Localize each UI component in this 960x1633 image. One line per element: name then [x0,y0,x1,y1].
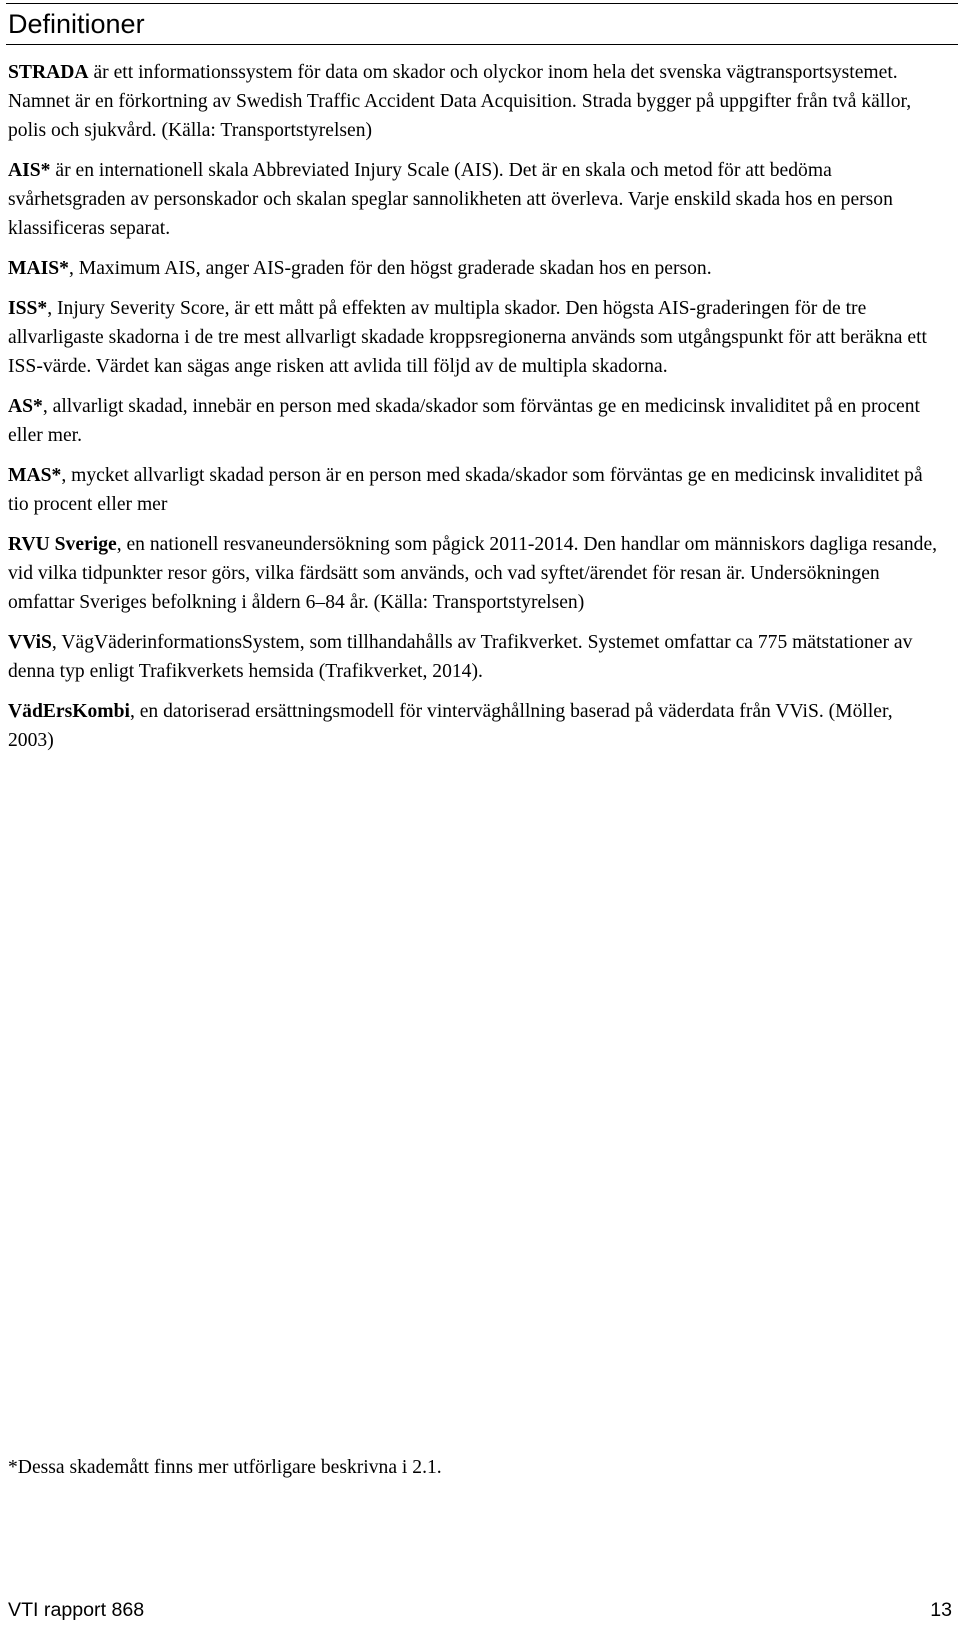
definition-iss [8,294,938,381]
definition-term: VViS [8,632,52,653]
definition-text: , mycket allvarligt skadad person är en person med skada/skador som förväntas ge en medicinsk invaliditet på tio procent eller mer [8,465,923,515]
definition-text: är en internationell skala Abbreviated Injury Scale (AIS). Det är en skala och metod för att bedöma svårhetsgraden av personskador och skalan speglar sannolikheten att överleva. Varje enskild skada hos en person klassificeras separat. [8,160,893,239]
definition-text: , Maximum AIS, anger AIS-graden för den högst graderade skadan hos en person. [68,258,712,279]
definition-term: VädErsKombi [8,701,130,722]
page-footer [8,1596,952,1625]
definition-term: RVU Sverige [8,534,117,555]
definition-term: ISS* [8,298,48,319]
page-number: 13 [930,1599,952,1621]
definition-vvis [8,628,938,686]
definition-as [8,392,938,450]
report-name: VTI rapport 868 [8,1599,145,1621]
definition-term: MAS* [8,465,62,486]
definition-term: AIS* [8,160,51,181]
definition-text: , VägVäderinformationsSystem, som tillhandahålls av Trafikverket. Systemet omfattar ca 775 mätstationer av denna typ enligt Trafikverkets hemsida (Trafikverket, 2014). [8,632,913,682]
definition-text: , en nationell resvaneundersökning som pågick 2011-2014. Den handlar om människors dagliga resande, vid vilka tidpunkter resor görs, vilka färdsätt som används, och vad syftet/ärendet för resan är. Undersökningen omfattar Sveriges befolkning i åldern 6–84 år. (Källa: Transportstyrelsen) [8,534,938,613]
definition-strada [8,58,938,145]
definitions-list [8,58,938,766]
definition-text: , en datoriserad ersättningsmodell för vinterväghållning baserad på väderdata från VViS. (Möller, 2003) [8,701,893,751]
definition-term: AS* [8,396,43,417]
definition-text: , Injury Severity Score, är ett mått på effekten av multipla skador. Den högsta AIS-graderingen för de tre allvarligaste skadorna i de tre mest allvarligt skadade kroppsregionerna används som utgångspunkt för att beräkna ett ISS-värde. Värdet kan sägas ange risken att avlida till följd av de multipla skadorna. [8,298,927,377]
definition-rvu [8,530,938,617]
definition-vaderskombi [8,697,938,755]
definition-text: är ett informationssystem för data om skador och olyckor inom hela det svenska vägtransportsystemet. Namnet är en förkortning av Swedish Traffic Accident Data Acquisition. Strada bygger på uppgifter från två källor, polis och sjukvård. (Källa: Transportstyrelsen) [8,62,912,141]
definition-mas [8,461,938,519]
footnote: *Dessa skademått finns mer utförligare beskrivna i 2.1. [8,1457,442,1478]
definition-term: STRADA [8,62,89,83]
definition-ais [8,156,938,243]
page-title: Definitioner [6,3,958,45]
definition-term: MAIS* [8,258,69,279]
definition-mais [8,254,938,283]
definition-text: , allvarligt skadad, innebär en person med skada/skador som förväntas ge en medicinsk invaliditet på en procent eller mer. [8,396,920,446]
